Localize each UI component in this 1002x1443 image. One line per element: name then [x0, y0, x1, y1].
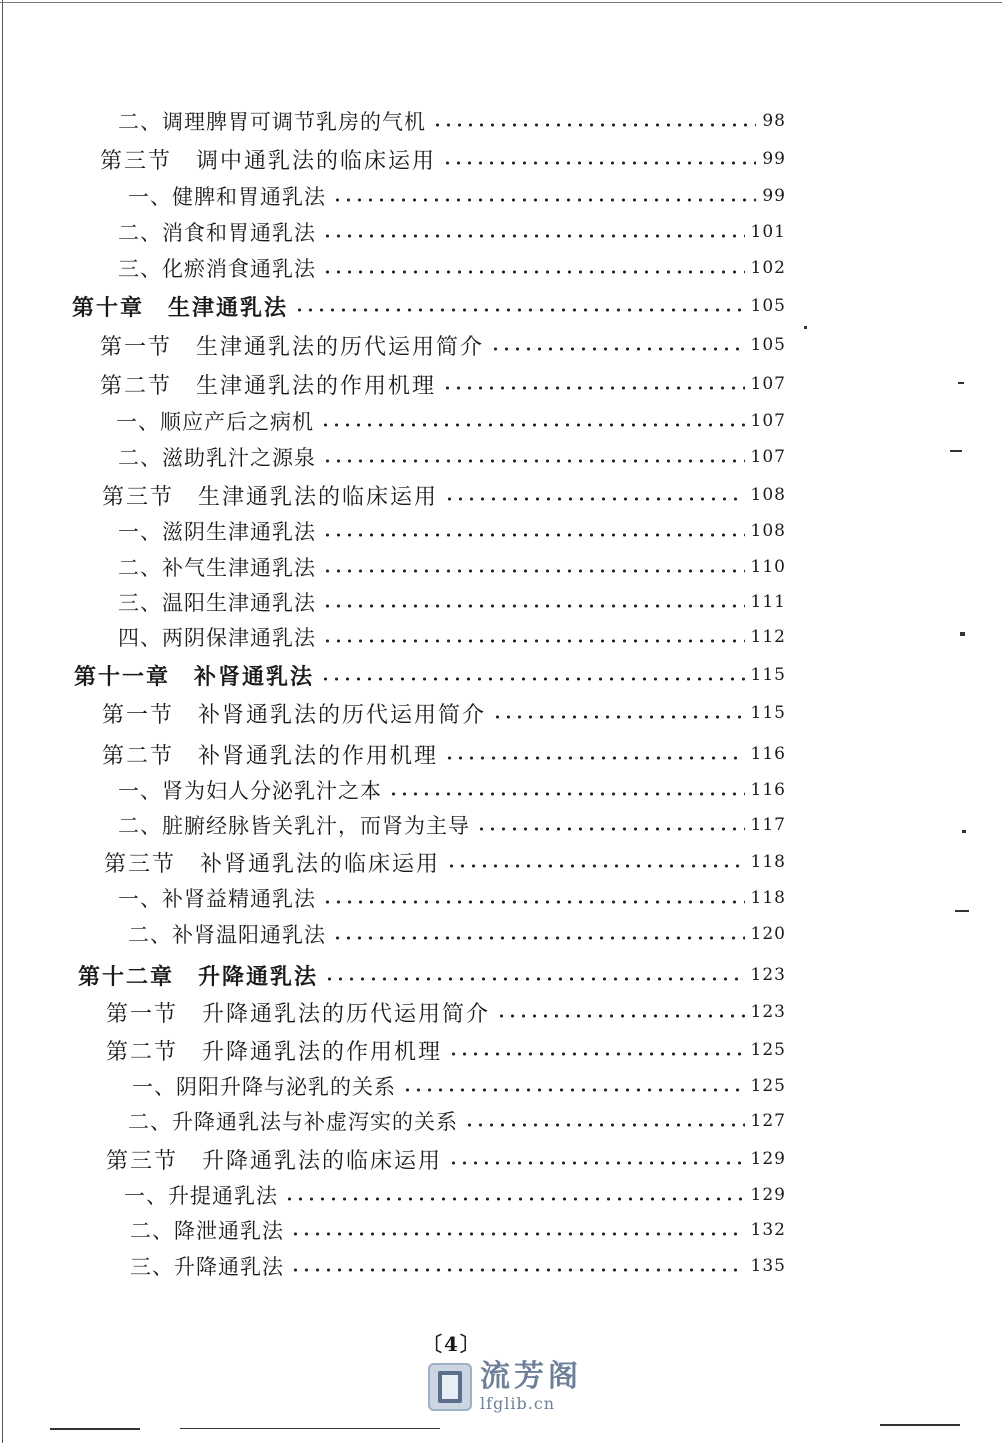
toc-entry-page: 127	[750, 1111, 786, 1131]
toc-entry-page: 107	[750, 447, 786, 467]
toc-entry-page: 102	[750, 258, 786, 278]
toc-entry-page: 116	[750, 744, 786, 764]
toc-entry-title: 第一节 生津通乳法的历代运用简介	[100, 334, 485, 360]
toc-entry-page: 101	[750, 222, 786, 242]
toc-item	[130, 1213, 786, 1247]
dot-leader	[388, 792, 745, 796]
dot-leader	[476, 827, 745, 831]
toc-item	[132, 1069, 786, 1103]
toc-entry-title: 二、调理脾胃可调节乳房的气机	[118, 110, 426, 134]
scan-speck	[950, 450, 962, 452]
toc-section	[102, 478, 786, 512]
toc-entry-title: 二、升降通乳法与补虚泻实的关系	[128, 1110, 458, 1134]
toc-entry-page: 111	[750, 592, 786, 612]
scan-speck	[958, 382, 964, 384]
dot-leader	[332, 936, 745, 940]
toc-entry-page: 116	[750, 780, 786, 800]
toc-entry-page: 108	[750, 521, 786, 541]
dot-leader	[324, 977, 745, 981]
toc-entry-title: 第三节 升降通乳法的临床运用	[106, 1148, 443, 1174]
bottom-rule-mid	[180, 1428, 440, 1429]
toc-entry-page: 105	[750, 296, 786, 316]
toc-entry-title: 二、消食和胃通乳法	[118, 221, 316, 245]
watermark-title: 流芳阁	[480, 1359, 582, 1394]
scan-speck	[804, 326, 807, 329]
dot-leader	[320, 677, 745, 681]
toc-entry-page: 118	[750, 888, 786, 908]
toc-item	[118, 104, 786, 138]
toc-entry-page: 105	[750, 335, 786, 355]
toc-section	[102, 696, 786, 730]
dot-leader	[448, 1052, 745, 1056]
dot-leader	[322, 900, 745, 904]
toc-entry-title: 第二节 补肾通乳法的作用机理	[102, 743, 439, 769]
toc-entry-page: 120	[750, 924, 786, 944]
toc-item	[128, 1104, 786, 1138]
toc-entry-page: 110	[750, 557, 786, 577]
toc-entry-page: 99	[762, 149, 786, 169]
toc-item	[128, 917, 786, 951]
toc-section	[106, 1142, 786, 1176]
dot-leader	[290, 1268, 745, 1272]
dot-leader	[432, 123, 756, 127]
toc-entry-page: 125	[750, 1040, 786, 1060]
dot-leader	[322, 569, 745, 573]
toc-entry-page: 135	[750, 1256, 786, 1276]
watermark	[428, 1360, 582, 1414]
dot-leader	[492, 715, 745, 719]
dot-leader	[442, 386, 745, 390]
page-number: 〔4〕	[422, 1332, 482, 1356]
toc-section	[104, 845, 786, 879]
toc-entry-title: 二、脏腑经脉皆关乳汁，而肾为主导	[118, 814, 470, 838]
toc-entry-title: 二、降泄通乳法	[130, 1219, 284, 1243]
toc-section	[106, 995, 786, 1029]
toc-entry-page: 112	[750, 627, 786, 647]
dot-leader	[446, 864, 745, 868]
toc-item	[116, 404, 786, 438]
toc-item	[130, 1249, 786, 1283]
toc-entry-title: 四、两阴保津通乳法	[118, 626, 316, 650]
toc-entry-title: 一、阴阳升降与泌乳的关系	[132, 1075, 396, 1099]
dot-leader	[294, 308, 745, 312]
toc-entry-page: 125	[750, 1076, 786, 1096]
dot-leader	[402, 1088, 745, 1092]
dot-leader	[332, 198, 756, 202]
toc-entry-page: 129	[750, 1185, 786, 1205]
toc-entry-title: 一、健脾和胃通乳法	[128, 185, 326, 209]
toc-entry-page: 107	[750, 374, 786, 394]
toc-item	[118, 620, 786, 654]
toc-chapter	[72, 289, 786, 323]
toc-section	[100, 328, 786, 362]
toc-entry-page: 98	[762, 111, 786, 131]
dot-leader	[322, 533, 745, 537]
toc-entry-page: 99	[762, 186, 786, 206]
bottom-rule-right	[880, 1424, 960, 1426]
toc-section	[100, 367, 786, 401]
scan-speck	[962, 830, 966, 833]
toc-entry-title: 第三节 补肾通乳法的临床运用	[104, 851, 441, 877]
dot-leader	[290, 1232, 745, 1236]
toc-item	[124, 1178, 786, 1212]
toc-item	[118, 773, 786, 807]
toc-item	[118, 585, 786, 619]
toc-entry-page: 123	[750, 1002, 786, 1022]
toc-item	[118, 251, 786, 285]
toc-item	[118, 514, 786, 548]
toc-entry-title: 一、顺应产后之病机	[116, 410, 314, 434]
toc-entry-title: 一、肾为妇人分泌乳汁之本	[118, 779, 382, 803]
dot-leader	[322, 459, 745, 463]
toc-entry-page: 107	[750, 411, 786, 431]
toc-entry-title: 一、补肾益精通乳法	[118, 887, 316, 911]
toc-entry-title: 第十二章 升降通乳法	[78, 963, 319, 990]
toc-entry-title: 第三节 生津通乳法的临床运用	[102, 484, 439, 510]
scan-speck	[955, 910, 969, 912]
toc-entry-page: 115	[750, 703, 786, 723]
toc-entry-title: 第三节 调中通乳法的临床运用	[100, 148, 437, 174]
toc-entry-page: 115	[750, 665, 786, 685]
dot-leader	[464, 1123, 745, 1127]
toc-item	[118, 881, 786, 915]
toc-entry-title: 二、补肾温阳通乳法	[128, 923, 326, 947]
toc-entry-title: 三、升降通乳法	[130, 1255, 284, 1279]
toc-entry-page: 129	[750, 1149, 786, 1169]
toc-entry-title: 二、滋助乳汁之源泉	[118, 446, 316, 470]
dot-leader	[322, 604, 745, 608]
toc-section	[100, 142, 786, 176]
toc-entry-page: 108	[750, 485, 786, 505]
dot-leader	[284, 1197, 745, 1201]
toc-entry-title: 二、补气生津通乳法	[118, 556, 316, 580]
toc-chapter	[78, 958, 786, 992]
toc-entry-title: 一、滋阴生津通乳法	[118, 520, 316, 544]
dot-leader	[496, 1014, 745, 1018]
dot-leader	[320, 423, 745, 427]
toc-entry-page: 117	[750, 815, 786, 835]
scan-speck	[960, 632, 965, 636]
toc-entry-title: 第一节 补肾通乳法的历代运用简介	[102, 702, 487, 728]
toc-item	[118, 215, 786, 249]
toc-entry-title: 三、化瘀消食通乳法	[118, 257, 316, 281]
dot-leader	[490, 347, 745, 351]
toc-item	[118, 550, 786, 584]
dot-leader	[448, 1161, 745, 1165]
toc-entry-page: 118	[750, 852, 786, 872]
toc-section	[102, 737, 786, 771]
toc-entry-title: 第一节 升降通乳法的历代运用简介	[106, 1001, 491, 1027]
bottom-rule-left	[50, 1428, 140, 1430]
toc-entry-title: 第二节 升降通乳法的作用机理	[106, 1039, 443, 1065]
book-logo-icon	[428, 1363, 472, 1411]
toc-entry-title: 第二节 生津通乳法的作用机理	[100, 373, 437, 399]
toc-entry-title: 第十章 生津通乳法	[72, 294, 289, 321]
toc-entry-page: 123	[750, 965, 786, 985]
watermark-url: lfglib.cn	[480, 1394, 556, 1413]
toc-entry-page: 132	[750, 1220, 786, 1240]
toc-item	[128, 179, 786, 213]
toc-entry-title: 第十一章 补肾通乳法	[74, 663, 315, 690]
toc-chapter	[74, 658, 786, 692]
toc-section	[106, 1033, 786, 1067]
dot-leader	[444, 497, 745, 501]
dot-leader	[444, 756, 745, 760]
toc-item	[118, 808, 786, 842]
dot-leader	[322, 234, 745, 238]
toc-entry-title: 一、升提通乳法	[124, 1184, 278, 1208]
dot-leader	[442, 161, 756, 165]
dot-leader	[322, 270, 745, 274]
dot-leader	[322, 639, 745, 643]
toc-entry-title: 三、温阳生津通乳法	[118, 591, 316, 615]
toc-item	[118, 440, 786, 474]
